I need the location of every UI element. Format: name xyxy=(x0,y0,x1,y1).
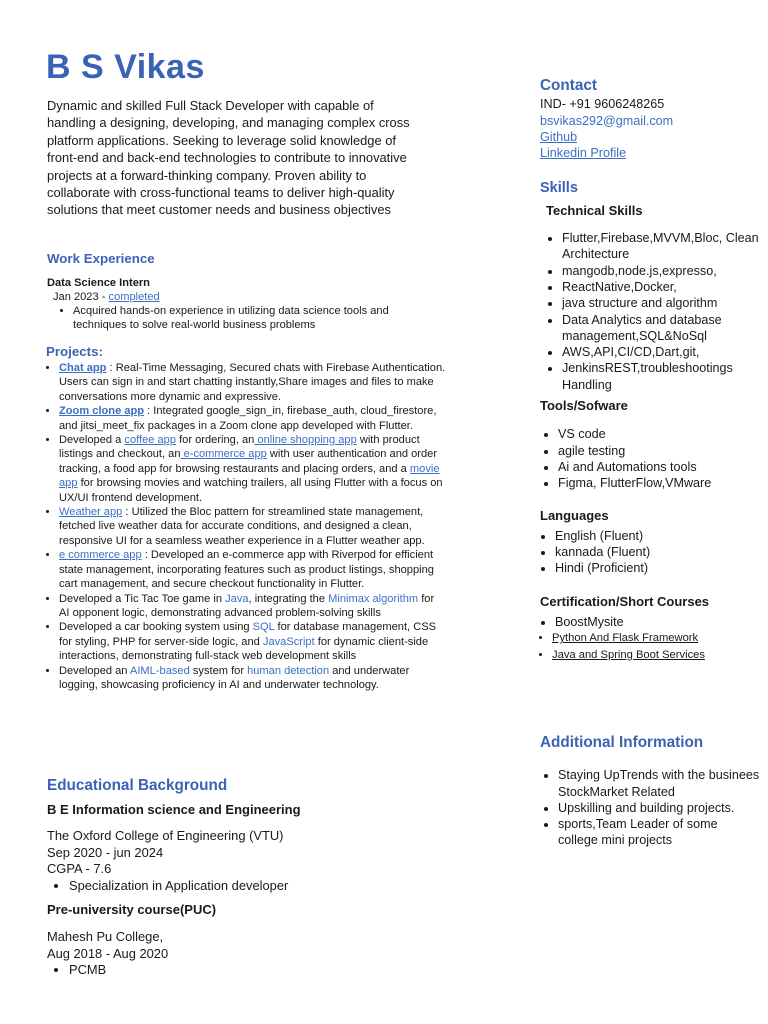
ecommerce-app-link[interactable]: e-commerce app xyxy=(180,448,267,461)
cert-item xyxy=(552,647,760,663)
tool-item: • VS code xyxy=(558,426,760,442)
zoom-clone-app-link[interactable]: Zoom clone app xyxy=(59,405,145,418)
job-bullet: • Acquired hands-on experience in utilizing data science tools and techniques to solve real-world business problems xyxy=(73,304,442,332)
language-item: • English (Fluent) xyxy=(555,528,760,544)
additional-info-list xyxy=(540,767,760,848)
project-text: Developed an xyxy=(59,664,130,677)
cgpa: CGPA - 7.6 xyxy=(47,861,112,877)
college-dates: Sep 2020 - jun 2024 xyxy=(47,844,164,860)
contact-phone: IND- +91 9606248265 xyxy=(540,97,665,112)
project-text: for ordering, an xyxy=(176,434,255,447)
tools-list xyxy=(540,426,760,491)
language-item: • Hindi (Proficient) xyxy=(555,560,760,576)
tool-item: • Figma, FlutterFlow,VMware xyxy=(558,475,760,491)
project-item xyxy=(59,620,447,663)
skill-item: • ReactNative,Docker, xyxy=(562,279,760,295)
job-dates-text: Jan 2023 - xyxy=(53,291,109,303)
project-text: Developed a Tic Tac Toe game in xyxy=(59,592,226,605)
project-item xyxy=(59,505,447,548)
java-link[interactable]: Java xyxy=(225,592,249,605)
certifications-list xyxy=(540,614,760,663)
project-text: with product listings and checkout, an xyxy=(59,434,420,461)
tool-item: • agile testing xyxy=(558,443,760,459)
project-description: : Real-Time Messaging, Secured chats with Firebase Authentication. Users can sign in and start chatting instantly,Share images and files to make conversations more dynamic and expressive. xyxy=(59,362,446,403)
minimax-algorithm-link[interactable]: Minimax algorithm xyxy=(328,592,419,605)
tools-heading: Tools/Sofware xyxy=(540,398,628,414)
summary-paragraph: Dynamic and skilled Full Stack Developer with capable of handling a designing, developing, and managing complex cross platform applications. Seeking to leverage solid knowledge of front-end and back-end technologies to contribute to innovative projects at a forward-thinking company. Proven ability to collaborate with cross-functional teams to deliver high-quality solutions that meet customer needs and business objectives xyxy=(47,98,410,218)
human-detection-link[interactable]: human detection xyxy=(247,664,330,677)
technical-skills-list xyxy=(540,230,760,393)
language-item: • kannada (Fluent) xyxy=(555,544,760,560)
work-experience-entry xyxy=(47,276,442,332)
puc-title: Pre-university course(PUC) xyxy=(47,901,217,917)
project-description: : Integrated google_sign_in, firebase_auth, cloud_firestore, and jitsi_meet_fix packages in a Zoom clone app developed with Flutter. xyxy=(59,405,437,432)
skill-item: • Data Analytics and database management,SQL&NoSql xyxy=(562,312,760,345)
cert-item: • BoostMysite xyxy=(555,614,760,630)
additional-item: • Staying UpTrends with the businees StockMarket Related xyxy=(558,767,760,800)
skills-heading: Skills xyxy=(540,180,578,197)
resume-name: B S Vikas xyxy=(46,48,205,86)
skill-item: • JenkinsREST,troubleshootings Handling xyxy=(562,360,760,393)
skill-item: • AWS,API,CI/CD,Dart,git, xyxy=(562,344,760,360)
skill-item: • java structure and algorithm xyxy=(562,295,760,311)
project-item xyxy=(59,361,447,404)
degree-title: B E Information science and Engineering xyxy=(47,802,301,817)
linkedin-link[interactable]: Linkedin Profile xyxy=(540,146,627,161)
additional-info-heading: Additional Information xyxy=(540,733,704,751)
movie-app-link[interactable]: movie app xyxy=(59,462,440,490)
github-link[interactable]: Github xyxy=(540,129,578,144)
project-text: system for xyxy=(189,664,248,677)
specialization: • Specialization in Application developer xyxy=(69,878,427,895)
project-description: : Developed an e-commerce app with Riverpod for efficient state management, incorporating features such as product listings, shopping cart management, and secure checkout functionality in Flutter. xyxy=(59,549,434,591)
additional-item: • sports,Team Leader of some college mini projects xyxy=(558,816,760,849)
java-spring-course-link[interactable]: Java and Spring Boot Services xyxy=(552,648,705,661)
aiml-based-link[interactable]: AIML-based xyxy=(129,664,190,677)
contact-email-link[interactable]: bsvikas292@gmail.com xyxy=(540,113,674,128)
skill-item: • Flutter,Firebase,MVVM,Bloc, Clean Architecture xyxy=(562,230,760,263)
job-dates xyxy=(47,290,442,304)
online-shopping-app-link[interactable]: online shopping app xyxy=(254,434,357,447)
puc-college: Mahesh Pu College, xyxy=(47,928,164,944)
tool-item: • Ai and Automations tools xyxy=(558,459,760,475)
project-text: with user authentication and order tracking, a food app for browsing restaurants and placing orders, and a xyxy=(59,448,438,475)
project-text: for dynamic client-side interactions, demonstrating full-stack web development skills xyxy=(59,635,429,663)
project-text: for database management, CSS for styling, PHP for server-side logic, and xyxy=(59,621,437,648)
job-status-link[interactable]: completed xyxy=(108,291,160,303)
education-section xyxy=(47,802,427,979)
project-item xyxy=(59,433,447,505)
certifications-heading: Certification/Short Courses xyxy=(540,593,710,609)
technical-skills-heading: Technical Skills xyxy=(546,202,643,218)
project-text: Developed a xyxy=(59,434,125,447)
projects-heading: Projects: xyxy=(46,344,103,359)
python-flask-course-link[interactable]: Python And Flask Framework xyxy=(552,632,699,645)
education-heading: Educational Background xyxy=(47,777,228,794)
project-item xyxy=(59,404,447,433)
project-description: : Utilized the Bloc pattern for streamlined state management, fetched live weather data for accurate conditions, and designed a clean, responsive UI for a seamless weather experience in a Flutter weather app. xyxy=(59,506,425,547)
languages-list xyxy=(540,528,760,577)
skill-item: • mangodb,node.js,expresso, xyxy=(562,263,760,279)
contact-heading: Contact xyxy=(540,77,597,94)
weather-app-link[interactable]: Weather app xyxy=(59,506,123,519)
project-item xyxy=(59,592,447,621)
project-text: , integrating the xyxy=(248,592,329,605)
javascript-link[interactable]: JavaScript xyxy=(262,635,315,648)
college-name: The Oxford College of Engineering (VTU) xyxy=(47,827,284,843)
right-column xyxy=(540,78,760,849)
work-experience-heading: Work Experience xyxy=(47,251,155,266)
project-text: Developed a car booking system using xyxy=(59,621,253,634)
sql-link[interactable]: SQL xyxy=(252,621,275,634)
job-role: Data Science Intern xyxy=(47,277,150,289)
project-item xyxy=(59,664,447,693)
cert-item xyxy=(552,630,760,646)
projects-list xyxy=(47,361,447,692)
project-item xyxy=(59,548,447,591)
additional-item: • Upskilling and building projects. xyxy=(558,800,760,816)
coffee-app-link[interactable]: coffee app xyxy=(124,434,177,447)
puc-subjects: • PCMB xyxy=(69,962,427,979)
puc-dates: Aug 2018 - Aug 2020 xyxy=(47,945,169,961)
chat-app-link[interactable]: Chat app xyxy=(59,362,107,374)
ecommerce-riverpod-app-link[interactable]: e commerce app xyxy=(59,549,142,562)
project-text: for AI opponent logic, demonstrating advanced problem-solving skills xyxy=(59,592,435,619)
project-text: for browsing movies and watching trailers, all using Flutter with a focus on UX/UI frontend development. xyxy=(59,477,443,504)
project-text: and underwater logging, showcasing proficiency in AI and underwater technology. xyxy=(59,664,410,691)
languages-heading: Languages xyxy=(540,507,609,523)
